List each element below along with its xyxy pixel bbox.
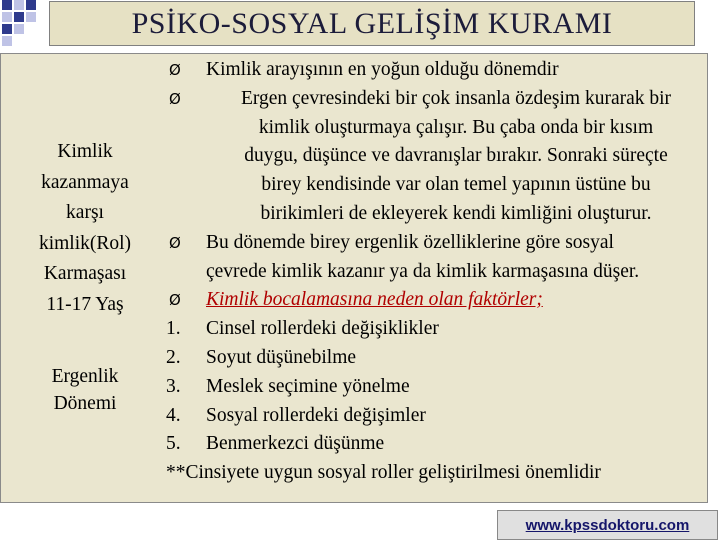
stage-label-line: kazanmaya [41, 171, 129, 193]
bullet-text: birey kendisinde var olan temel yapının üstüne bu [261, 174, 651, 196]
numbered-text: Meslek seçimine yönelme [206, 375, 410, 397]
period-label-line: Dönemi [53, 393, 117, 414]
bullet-text: Kimlik arayışının en yoğun olduğu dönemdir [206, 59, 559, 80]
arrow-bullet-icon: Ø [169, 89, 181, 108]
numbered-item [166, 315, 706, 344]
bullet-text: duygu, düşünce ve davranışlar bırakır. Sonraki süreçte [244, 145, 668, 167]
footnote: **Cinsiyete uygun sosyal roller geliştirilmesi önemlidir [166, 462, 601, 484]
numbered-text: Sosyal rollerdeki değişimler [206, 404, 426, 426]
bullet-item [166, 286, 706, 315]
bullet-text: birikimleri de ekleyerek kendi kimliğini oluşturur. [260, 202, 652, 224]
item-number: 1. [166, 318, 181, 340]
item-number: 5. [166, 433, 181, 455]
stage-label-line: Karmaşası [43, 263, 127, 284]
website-link[interactable] [497, 510, 718, 540]
stage-label-line: kimlik(Rol) [38, 232, 132, 254]
arrow-bullet-icon: Ø [169, 291, 181, 310]
bullet-text: Bu dönemde birey ergenlik özelliklerine göre sosyal [206, 231, 614, 253]
stage-label-line: 11-17 Yaş [46, 293, 124, 315]
item-number: 3. [166, 375, 181, 397]
factors-heading: Kimlik bocalamasına neden olan faktörler; [206, 289, 543, 311]
arrow-bullet-icon: Ø [169, 61, 181, 79]
content-panel [0, 53, 708, 503]
arrow-bullet-icon: Ø [169, 233, 181, 252]
bullet-item [166, 85, 706, 229]
bullet-text: kimlik oluşturmaya çalışır. Bu çaba onda bir kısım [258, 116, 654, 138]
slide-title: PSİKO-SOSYAL GELİŞİM KURAMI [131, 6, 613, 40]
numbered-item [166, 430, 706, 459]
stage-label-line: Kimlik [57, 141, 113, 162]
period-label-line: Ergenlik [51, 366, 119, 387]
bullet-item [166, 229, 706, 287]
item-number: 2. [166, 346, 181, 368]
numbered-item [166, 344, 706, 373]
corner-decoration [0, 0, 48, 48]
numbered-text: Cinsel rollerdeki değişiklikler [206, 318, 439, 340]
title-box [49, 1, 695, 46]
numbered-item [166, 402, 706, 431]
bullet-item [166, 56, 706, 85]
stage-label-line: karşı [66, 202, 104, 223]
right-column [166, 56, 706, 488]
numbered-text: Benmerkezci düşünme [206, 433, 385, 455]
bullet-text: çevrede kimlik kazanır ya da kimlik karmaşasına düşer. [206, 260, 640, 282]
item-number: 4. [166, 404, 181, 426]
numbered-text: Soyut düşünebilme [206, 346, 357, 368]
website-link-text[interactable]: www.kpssdoktoru.com [525, 516, 690, 534]
period-label [1, 363, 169, 417]
numbered-item [166, 373, 706, 402]
bullet-text: Ergen çevresindeki bir çok insanla özdeşim kurarak bir [240, 87, 672, 109]
left-column [1, 54, 169, 502]
stage-label [1, 137, 169, 320]
